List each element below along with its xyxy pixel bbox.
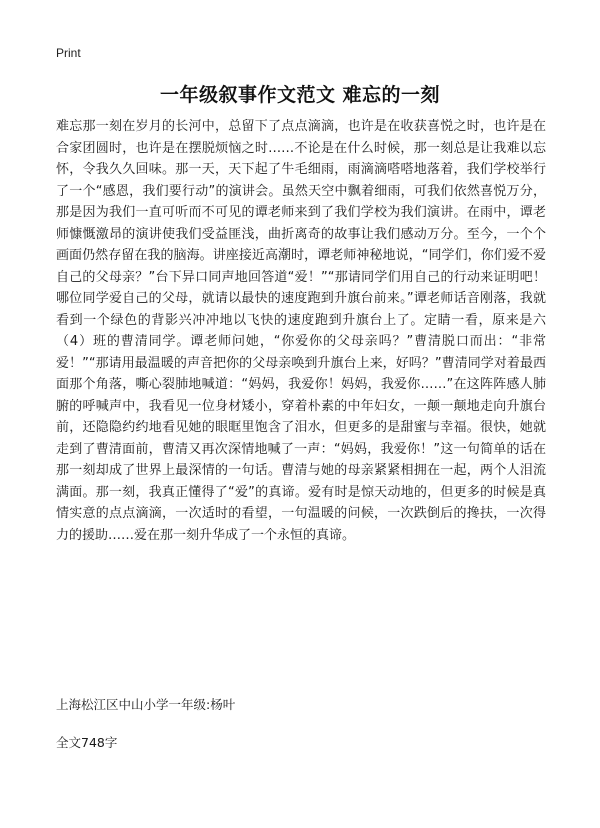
article-author: 上海松江区中山小学一年级:杨叶 <box>56 697 236 712</box>
article-title: 一年级叙事作文范文 难忘的一刻 <box>159 84 441 106</box>
article-body: 难忘那一刻在岁月的长河中，总留下了点点滴滴，也许是在收获喜悦之时，也许是在合家团圆时，也许是在摆脱烦恼之时……不论是在什么时候，那一刻总是让我难以忘怀，令我久久回味。那一天，天下起了牛毛细雨，雨滴滴嗒嗒地落着，我们学校举行了一个“感恩，我们要行动”的演讲会。虽然天空中飘着细雨，可我们依然喜悦万分，那是因为我们一直可听而不可见的谭老师来到了我们学校为我们演讲。在雨中，谭老师慷慨激昂的演讲使我们受益匪浅，曲折离奇的故事让我们感动万分。至今，一个个画面仍然存留在我的脑海。讲座接近高潮时，谭老师神秘地说，“同学们，你们爱不爱自己的父母亲？”台下异口同声地回答道“爱！”“那请同学们用自己的行动来证明吧！哪位同学爱自己的父母，就请以最快的速度跑到升旗台前来。”谭老师话音刚落，我就看到一个绿色的背影兴冲冲地以飞快的速度跑到升旗台上了。定睛一看，原来是六（4）班的曹清同学。谭老师问她，“你爱你的父母亲吗？”曹清脱口而出：“非常爱！”“那请用最温暖的声音把你的父母亲唤到升旗台上来，好吗？”曹清同学对着最西面那个角落，嘶心裂肺地喊道：“妈妈，我爱你！妈妈，我爱你……”在这阵阵感人肺腑的呼喊声中，我看见一位身材矮小，穿着朴素的中年妇女，一颠一颠地走向升旗台前，还隐隐约约地看见她的眼眶里饱含了泪水，但更多的是甜蜜与幸福。很快，她就走到了曹清面前，曹清又再次深情地喊了一声：“妈妈，我爱你！”这一句简单的话在那一刻却成了世界上最深情的一句话。曹清与她的母亲紧紧相拥在一起，两个人泪流满面。那一刻，我真正懂得了“爱”的真谛。爱有时是惊天动地的，但更多的时候是真情实意的点点滴滴，一次适时的看望，一句温暖的问候，一次跌倒后的搀扶，一次得力的援助……爱在那一刻升华成了一个永恒的真谛。 <box>56 119 546 543</box>
print-link[interactable]: Print <box>56 46 81 60</box>
word-count: 全文748字 <box>56 735 118 750</box>
